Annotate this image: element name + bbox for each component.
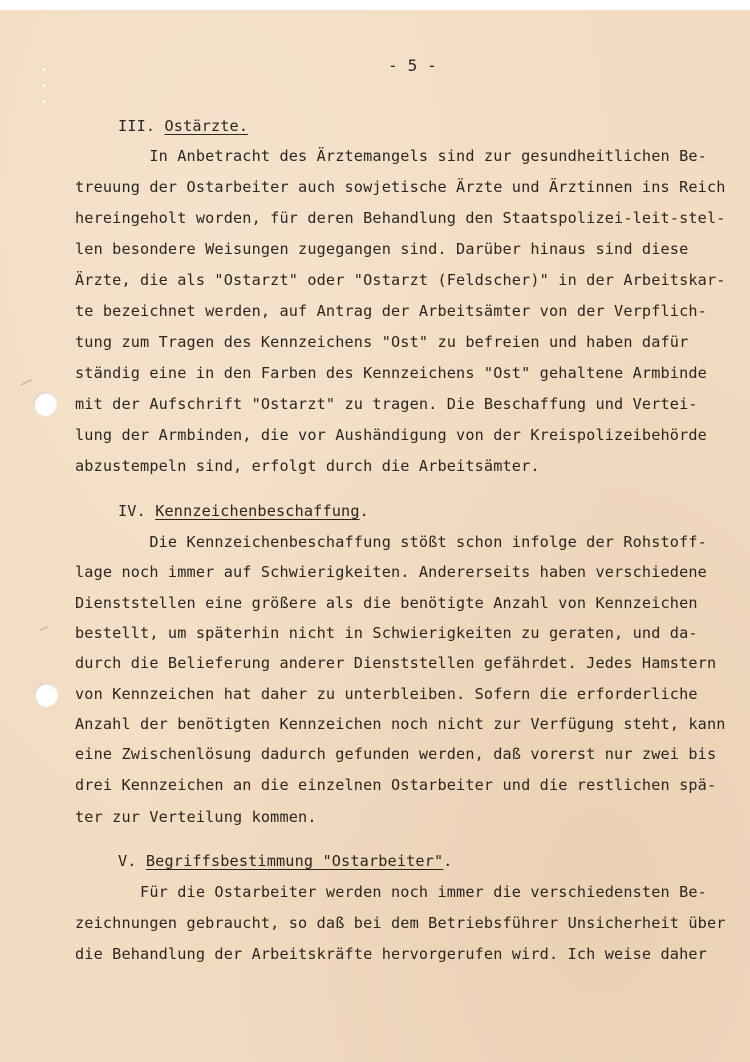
page-number: - 5 - [388, 56, 437, 75]
text-line: Die Kennzeichenbeschaffung stößt schon infolge der Rohstoff- [75, 533, 707, 551]
section-numeral: III. [118, 117, 156, 135]
text-line: drei Kennzeichen an die einzelnen Ostarbeiter und die restlichen spä- [75, 776, 717, 794]
text-line: Anzahl der benötigten Kennzeichen noch nicht zur Verfügung steht, kann [75, 715, 726, 733]
text-line: abzustempeln sind, erfolgt durch die Arbeitsämter. [75, 457, 540, 475]
section-heading-v [118, 852, 453, 870]
text-line: treuung der Ostarbeiter auch sowjetische Ärzte und Ärztinnen ins Reich [75, 178, 726, 196]
text-line: eine Zwischenlösung dadurch gefunden werden, daß vorerst nur zwei bis [75, 745, 717, 763]
text-line: lung der Armbinden, die vor Aushändigung von der Kreispolizeibehörde [75, 426, 707, 444]
text-line: len besondere Weisungen zugegangen sind. Darüber hinaus sind diese [75, 240, 689, 258]
paper-speck [43, 68, 46, 71]
section-title: Kennzeichenbeschaffung [155, 502, 360, 520]
section-heading-iv [118, 502, 369, 520]
text-line: In Anbetracht des Ärztemangels sind zur gesundheitlichen Be- [75, 147, 707, 165]
section-title: Ostärzte. [164, 117, 249, 135]
section-numeral: V. [118, 852, 137, 870]
text-line: Ärzte, die als "Ostarzt" oder "Ostarzt (Feldscher)" in der Arbeitskar- [75, 271, 726, 289]
section-title: Begriffsbestimmung "Ostarbeiter" [145, 852, 444, 870]
text-line: zeichnungen gebraucht, so daß bei dem Betriebsführer Unsicherheit über [75, 914, 726, 932]
text-line: die Behandlung der Arbeitskräfte hervorgerufen wird. Ich weise daher [75, 945, 707, 963]
text-line: durch die Belieferung anderer Dienststellen gefährdet. Jedes Hamstern [75, 654, 717, 672]
text-line: hereingeholt worden, für deren Behandlung den Staatspolizei-leit-stel- [75, 209, 726, 227]
text-line: ter zur Verteilung kommen. [75, 808, 317, 826]
punch-hole [34, 683, 58, 707]
punch-hole [33, 392, 57, 416]
section-title-trailing: . [359, 502, 369, 520]
text-line: Dienststellen eine größere als die benötigte Anzahl von Kennzeichen [75, 594, 698, 612]
text-line: von Kennzeichen hat daher zu unterbleiben. Sofern die erforderliche [75, 685, 698, 703]
text-line: Für die Ostarbeiter werden noch immer die verschiedensten Be- [75, 883, 707, 901]
scan-top-edge [0, 0, 750, 10]
text-line: te bezeichnet werden, auf Antrag der Arbeitsämter von der Verpflich- [75, 302, 707, 320]
text-line: lage noch immer auf Schwierigkeiten. Andererseits haben verschiedene [75, 563, 707, 581]
margin-mark [40, 626, 48, 630]
section-heading-iii [118, 117, 248, 135]
section-numeral: IV. [118, 502, 146, 520]
margin-mark [20, 380, 31, 386]
text-line: tung zum Tragen des Kennzeichens "Ost" zu befreien und haben dafür [75, 333, 689, 351]
text-line: mit der Aufschrift "Ostarzt" zu tragen. Die Beschaffung und Vertei- [75, 395, 698, 413]
section-title-trailing: . [443, 852, 453, 870]
text-line: ständig eine in den Farben des Kennzeichens "Ost" gehaltene Armbinde [75, 364, 707, 382]
text-line: bestellt, um späterhin nicht in Schwierigkeiten zu geraten, und da- [75, 624, 698, 642]
paper-speck [42, 84, 45, 87]
paper-speck [43, 100, 46, 103]
